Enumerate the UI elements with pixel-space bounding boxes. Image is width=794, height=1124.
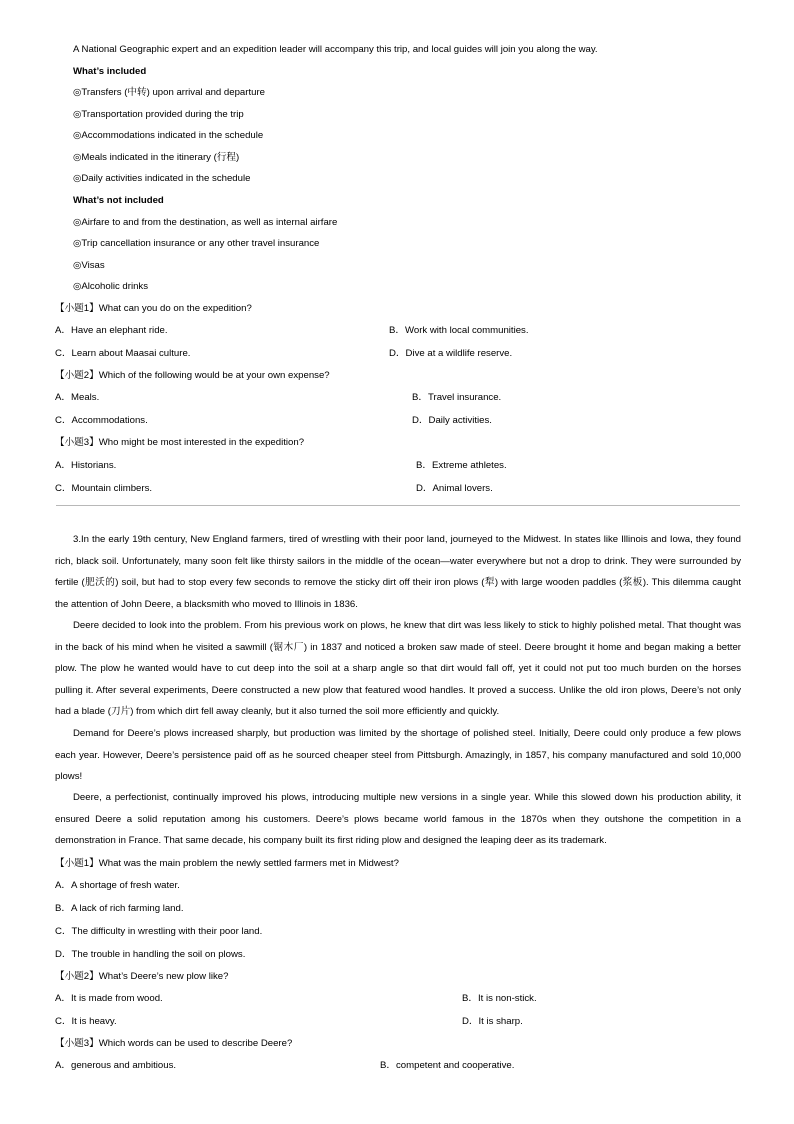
passage-paragraph: Demand for Deere’s plows increased sharply, but production was limited by the shortage of polished steel. Initially, Deere could only produce a few plows each year. However, Deere’s persistence paid off as he sourced cheaper steel from Pittsburgh. Amazingly, in 1857, his company manufactured and sold 10,000 plows! — [55, 728, 741, 783]
answer-option[interactable]: D．Dive at a wildlife reserve. — [389, 348, 513, 359]
answer-option[interactable]: C．It is heavy. — [55, 1016, 117, 1027]
answer-option[interactable]: B．It is non-stick. — [462, 993, 537, 1004]
list-item: ◎Alcoholic drinks — [73, 281, 149, 292]
question-stem: 【小题3】Who might be most interested in the expedition? — [55, 437, 305, 448]
answer-option[interactable]: B．A lack of rich farming land. — [55, 903, 184, 914]
answer-option[interactable]: D．The trouble in handling the soil on plows. — [55, 949, 246, 960]
included-heading: What’s included — [73, 66, 147, 77]
answer-option[interactable]: D．Animal lovers. — [416, 483, 493, 494]
list-item: ◎Daily activities indicated in the schedule — [73, 173, 251, 184]
list-item: ◎Visas — [73, 260, 105, 271]
answer-option[interactable]: B．Extreme athletes. — [416, 460, 507, 471]
answer-option[interactable]: A．generous and ambitious. — [55, 1060, 177, 1071]
list-item: ◎Airfare to and from the destination, as well as internal airfare — [73, 217, 338, 228]
question-stem: 【小题3】Which words can be used to describe Deere? — [55, 1038, 293, 1049]
question-stem: 【小题2】What’s Deere’s new plow like? — [55, 971, 229, 982]
passage-paragraph: Deere decided to look into the problem. From his previous work on plows, he knew that dirt was less likely to stick to highly polished metal. That thought was in the back of his mind when he visited a sawmill (锯木厂) in 1837 and noticed a broken saw made of steel. Deere brought it home and began making a better plow. The plow he wanted would have to cut deep into the soil at a sharp angle so that dirt would fall off, yet it could not put too much burden on the horses pulling it. After several experiments, Deere constructed a new plow that featured wood handles. It proved a success. Unlike the old iron plows, Deere’s not only had a blade (刀片) from which dirt fell away cleanly, but it also turned the soil more efficiently and quickly. — [55, 620, 741, 718]
answer-option[interactable]: A．Have an elephant ride. — [55, 325, 168, 336]
question-stem: 【小题1】What was the main problem the newly settled farmers met in Midwest? — [55, 858, 399, 869]
answer-option[interactable]: D．It is sharp. — [462, 1016, 523, 1027]
not-included-heading: What’s not included — [73, 195, 164, 206]
list-item: ◎Meals indicated in the itinerary (行程) — [73, 152, 240, 163]
answer-option[interactable]: A．A shortage of fresh water. — [55, 880, 180, 891]
list-item: ◎Trip cancellation insurance or any other travel insurance — [73, 238, 320, 249]
answer-option[interactable]: C．Accommodations. — [55, 415, 148, 426]
answer-option[interactable]: C．Learn about Maasai culture. — [55, 348, 191, 359]
section-divider — [56, 505, 740, 506]
passage-intro: A National Geographic expert and an expedition leader will accompany this trip, and local guides will join you along the way. — [73, 44, 598, 55]
question-stem: 【小题2】Which of the following would be at your own expense? — [55, 370, 330, 381]
question-stem: 【小题1】What can you do on the expedition? — [55, 303, 252, 314]
answer-option[interactable]: A．Historians. — [55, 460, 117, 471]
answer-option[interactable]: C．The difficulty in wrestling with their poor land. — [55, 926, 263, 937]
list-item: ◎Transfers (中转) upon arrival and departure — [73, 87, 265, 98]
passage-paragraph: 3.In the early 19th century, New England farmers, tired of wrestling with their poor land, journeyed to the Midwest. In states like Illinois and Iowa, they found rich, black soil. Unfortunately, many soon felt like thirsty sailors in the middle of the ocean—water everywhere but not a drop to drink. They were surrounded by fertile (肥沃的) soil, but had to stop every few seconds to remove the sticky dirt off their iron plows (犁) with large wooden paddles (浆板). This dilemma caught the attention of John Deere, a blacksmith who moved to Illinois in 1836. — [55, 534, 741, 610]
answer-option[interactable]: B．Travel insurance. — [412, 392, 502, 403]
list-item: ◎Transportation provided during the trip — [73, 109, 244, 120]
passage-paragraph: Deere, a perfectionist, continually improved his plows, introducing multiple new versions in a single year. While this slowed down his production ability, it ensured Deere a solid reputation among his customers. Deere’s plows became world famous in the 1870s when they outshone the competition in a demonstration in France. That same decade, his company built its first riding plow and designed the leaping deer as its trademark. — [55, 792, 741, 847]
list-item: ◎Accommodations indicated in the schedule — [73, 130, 264, 141]
answer-option[interactable]: A．Meals. — [55, 392, 100, 403]
answer-option[interactable]: D．Daily activities. — [412, 415, 492, 426]
answer-option[interactable]: A．It is made from wood. — [55, 993, 163, 1004]
answer-option[interactable]: B．Work with local communities. — [389, 325, 529, 336]
answer-option[interactable]: B．competent and cooperative. — [380, 1060, 515, 1071]
answer-option[interactable]: C．Mountain climbers. — [55, 483, 153, 494]
